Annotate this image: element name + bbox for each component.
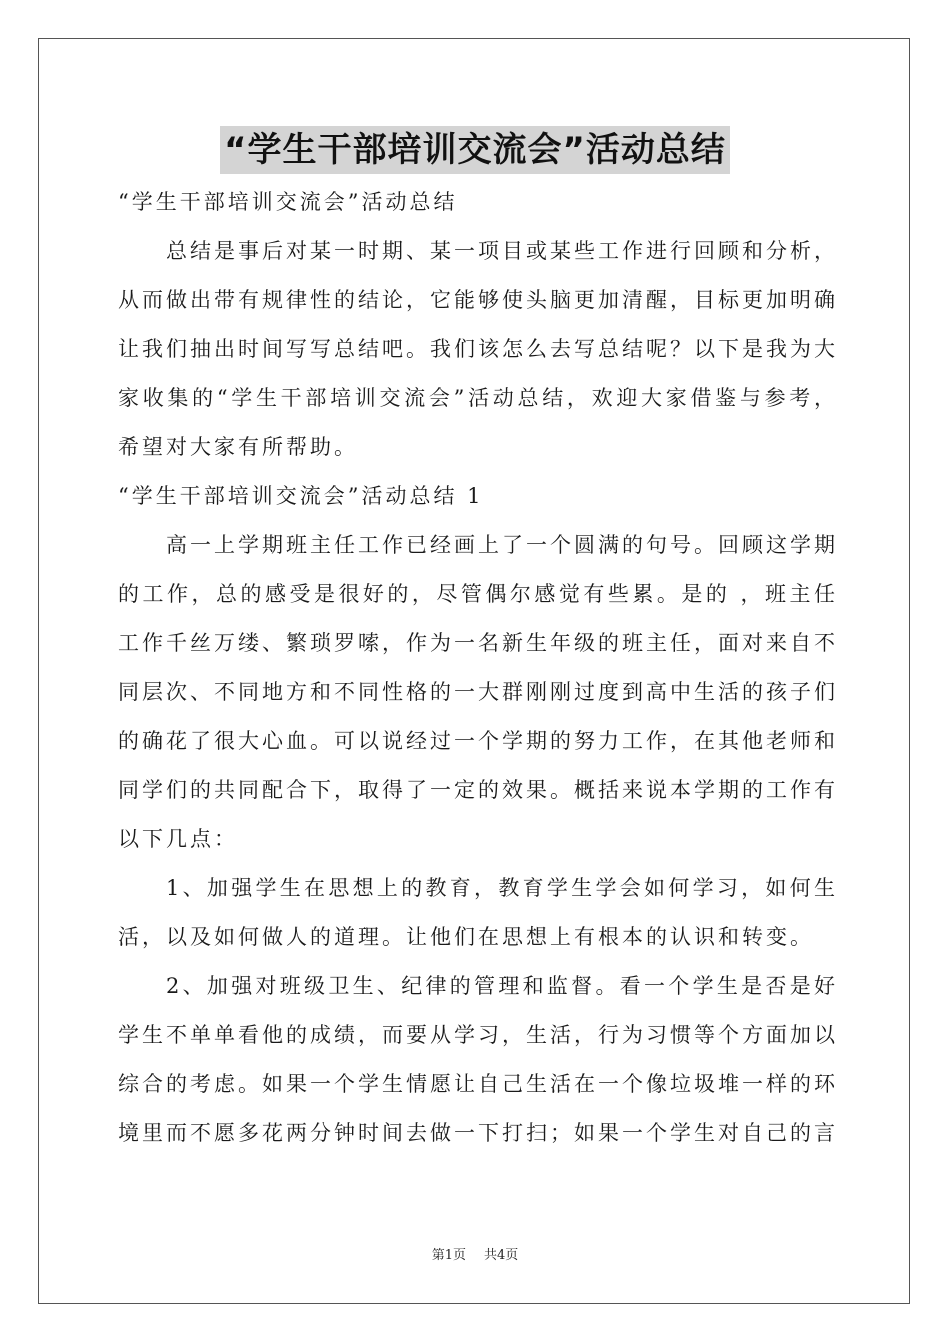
title-container: [0, 126, 950, 174]
page-number: 第1页: [431, 1248, 466, 1263]
paragraph: “学生干部培训交流会”活动总结: [118, 190, 458, 214]
paragraph: 2、加强对班级卫生、纪律的管理和监督。看一个学生是否是好学生不单单看他的成绩，而要从学习，生活，行为习惯等个方面加以综合的考虑。如果一个学生情愿让自己生活在一个像垃圾堆一样的环境里而不愿多花两分钟时间去做一下打扫；如果一个学生对自己的言: [118, 974, 838, 1145]
document-body: [118, 178, 838, 1158]
paragraph: 总结是事后对某一时期、某一项目或某些工作进行回顾和分析，从而做出带有规律性的结论，它能够使头脑更加清醒，目标更加明确让我们抽出时间写写总结吧。我们该怎么去写总结呢？以下是我为大家收集的“学生干部培训交流会”活动总结，欢迎大家借鉴与参考，希望对大家有所帮助。: [118, 239, 838, 459]
document-title: “学生干部培训交流会”活动总结: [220, 126, 730, 174]
paragraph: “学生干部培训交流会”活动总结 1: [118, 484, 484, 508]
page-total: 共4页: [484, 1248, 519, 1263]
page-footer: [0, 1244, 950, 1263]
paragraph: 高一上学期班主任工作已经画上了一个圆满的句号。回顾这学期的工作，总的感受是很好的，尽管偶尔感觉有些累。是的 ，班主任工作千丝万缕、繁琐罗嗦，作为一名新生年级的班主任，面对来自不同层次、不同地方和不同性格的一大群刚刚过度到高中生活的孩子们的确花了很大心血。可以说经过一个学期的努力工作，在其他老师和同学们的共同配合下，取得了一定的效果。概括来说本学期的工作有以下几点：: [118, 533, 838, 851]
paragraph: 1、加强学生在思想上的教育，教育学生学会如何学习，如何生活，以及如何做人的道理。让他们在思想上有根本的认识和转变。: [118, 876, 838, 949]
